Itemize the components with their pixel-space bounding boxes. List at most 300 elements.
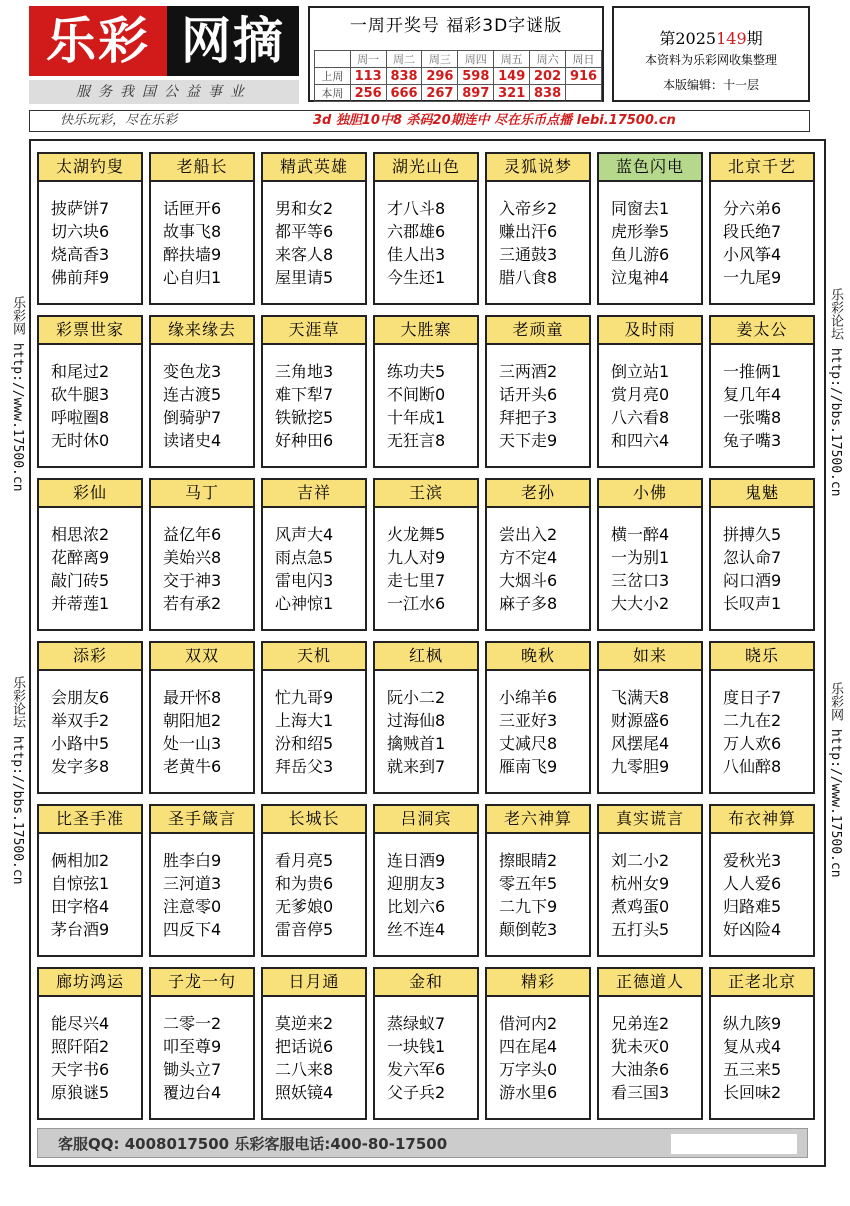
riddle-line: 丝不连4 [387,920,446,939]
draw-number: 838 [386,68,422,85]
riddle-card [709,967,815,1120]
riddle-line: 段氏绝7 [723,222,782,241]
riddle-line: 话开头6 [499,385,558,404]
lottery-results-panel [308,6,604,102]
riddle-line: 倒立站1 [611,362,670,381]
riddle-line: 赚出汗6 [499,222,558,241]
riddle-card [37,804,143,957]
card-riddle-list [375,997,477,1104]
this-week-label: 本周 [315,85,351,102]
riddle-line: 交于神3 [163,571,222,590]
riddle-line: 和尾过2 [51,362,110,381]
card-riddle-list [151,834,253,941]
riddle-line: 游水里6 [499,1083,558,1102]
card-riddle-list [711,671,813,778]
card-riddle-list [487,508,589,615]
riddle-line: 朝阳旭2 [163,711,222,730]
riddle-card [373,804,479,957]
card-title: 长城长 [263,806,365,834]
riddle-line: 呼啦圈8 [51,408,110,427]
riddle-line: 八仙醉8 [723,757,782,776]
card-title: 小佛 [599,480,701,508]
card-title: 灵狐说梦 [487,154,589,182]
draw-number: 149 [494,68,530,85]
side-text-right-bottom: 乐彩网 http://www.17500.cn [828,682,843,878]
riddle-line: 蒸绿蚁7 [387,1014,446,1033]
riddle-line: 三亚好3 [499,711,558,730]
riddle-line: 连古渡5 [163,385,222,404]
lottery-results-table [314,50,602,102]
day-label: 周五 [494,51,530,68]
logo-subtitle: 服务我国公益事业 [29,80,299,104]
riddle-line: 横一醉4 [611,525,670,544]
riddle-line: 无爹娘0 [275,897,334,916]
card-riddle-list [263,345,365,452]
riddle-line: 拜把子3 [499,408,558,427]
riddle-line: 才八斗8 [387,199,446,218]
card-title: 鬼魅 [711,480,813,508]
card-riddle-list [375,508,477,615]
riddle-line: 一江水6 [387,594,446,613]
riddle-card [261,315,367,468]
riddle-line: 自惊弦1 [51,874,110,893]
issue-editor: 本版编辑：十一层 [662,78,759,92]
riddle-card [149,804,255,957]
riddle-card [709,641,815,794]
issue-info-box [612,6,810,102]
riddle-line: 醉扶墙9 [163,245,222,264]
riddle-card [597,967,703,1120]
riddle-card [373,152,479,305]
card-riddle-list [39,671,141,778]
draw-number: 598 [458,68,494,85]
riddle-line: 丈减尺8 [499,734,558,753]
riddle-line: 八六看8 [611,408,670,427]
draw-number: 838 [530,85,566,102]
riddle-card [37,478,143,631]
card-title: 天涯草 [263,317,365,345]
riddle-line: 心自归1 [163,268,222,287]
logo-right-text: 网摘 [167,6,299,76]
riddle-card [709,478,815,631]
riddle-card [373,641,479,794]
riddle-line: 胜李白9 [163,851,222,870]
card-title: 如来 [599,643,701,671]
riddle-line: 原狼谜5 [51,1083,110,1102]
riddle-line: 二九在2 [723,711,782,730]
riddle-line: 煮鸡蛋0 [611,897,670,916]
card-riddle-list [487,345,589,452]
lottery-title: 一周开奖号 福彩3D字谜版 [349,16,563,36]
riddle-card [149,315,255,468]
riddle-line: 一九尾9 [723,268,782,287]
riddle-card [261,152,367,305]
riddle-card [597,152,703,305]
riddle-line: 父子兵2 [387,1083,446,1102]
card-riddle-list [375,345,477,452]
riddle-line: 擦眼睛2 [499,851,558,870]
riddle-line: 一推俩1 [723,362,782,381]
riddle-line: 大油条6 [611,1060,670,1079]
riddle-line: 火龙舞5 [387,525,446,544]
riddle-card [261,804,367,957]
riddle-line: 二九下9 [499,897,558,916]
card-riddle-list [487,997,589,1104]
draw-number: 113 [350,68,386,85]
card-title: 老船长 [151,154,253,182]
riddle-line: 尝出入2 [499,525,558,544]
riddle-card [485,967,591,1120]
riddle-card [597,641,703,794]
riddle-line: 老黄牛6 [163,757,222,776]
riddle-line: 把话说6 [275,1037,334,1056]
card-title: 湖光山色 [375,154,477,182]
riddle-card [373,967,479,1120]
riddle-line: 闷口酒9 [723,571,782,590]
riddle-line: 度日子7 [723,688,782,707]
riddle-line: 故事飞8 [163,222,222,241]
riddle-line: 若有承2 [163,594,222,613]
riddle-line: 飞满天8 [611,688,670,707]
riddle-card [373,315,479,468]
riddle-line: 好凶险4 [723,920,782,939]
card-riddle-list [263,508,365,615]
card-title: 老孙 [487,480,589,508]
card-title: 晚秋 [487,643,589,671]
day-label: 周一 [350,51,386,68]
riddle-line: 连日酒9 [387,851,446,870]
riddle-card [597,315,703,468]
riddle-line: 锄头立7 [163,1060,222,1079]
riddle-line: 拼搏久5 [723,525,782,544]
riddle-line: 敲门砖5 [51,571,110,590]
card-title: 金和 [375,969,477,997]
this-week-row [315,85,602,102]
riddle-line: 风声大4 [275,525,334,544]
riddle-line: 赏月亮0 [611,385,670,404]
riddle-line: 五打头5 [611,920,670,939]
riddle-line: 看三国3 [611,1083,670,1102]
card-riddle-list [487,182,589,289]
riddle-card [597,478,703,631]
riddle-card [37,152,143,305]
riddle-card [37,967,143,1120]
draw-number: 256 [350,85,386,102]
riddle-card [597,804,703,957]
riddle-line: 不间断0 [387,385,446,404]
day-label: 周日 [566,51,602,68]
riddle-line: 心神惊1 [275,594,334,613]
riddle-line: 变色龙3 [163,362,222,381]
draw-number: 267 [422,85,458,102]
riddle-line: 小绵羊6 [499,688,558,707]
slogan-left: 快乐玩彩，尽在乐彩 [60,113,178,128]
draw-number: 897 [458,85,494,102]
card-title: 老六神算 [487,806,589,834]
riddle-line: 花醉离9 [51,548,110,567]
riddle-line: 风摆尾4 [611,734,670,753]
card-riddle-list [711,834,813,941]
riddle-line: 相思浓2 [51,525,110,544]
card-title: 双双 [151,643,253,671]
card-title: 太湖钓叟 [39,154,141,182]
card-riddle-list [151,508,253,615]
day-label: 周四 [458,51,494,68]
card-riddle-list [711,182,813,289]
riddle-line: 就来到7 [387,757,446,776]
card-riddle-list [151,671,253,778]
riddle-line: 兔子嘴3 [723,431,782,450]
riddle-line: 过海仙8 [387,711,446,730]
card-riddle-list [151,182,253,289]
card-riddle-list [263,671,365,778]
riddle-card [149,478,255,631]
riddle-card [485,478,591,631]
riddle-line: 颠倒乾3 [499,920,558,939]
riddle-line: 益亿年6 [163,525,222,544]
issue-note: 本资料为乐彩网收集整理 [644,53,777,67]
draw-number: 666 [386,85,422,102]
card-title: 吉祥 [263,480,365,508]
riddle-line: 切六块6 [51,222,110,241]
card-title: 缘来缘去 [151,317,253,345]
riddle-line: 俩相加2 [51,851,110,870]
riddle-line: 六郡雄6 [387,222,446,241]
card-title: 添彩 [39,643,141,671]
riddle-line: 同窗去1 [611,199,670,218]
days-row [315,51,602,68]
riddle-line: 和四六4 [611,431,670,450]
riddle-line: 三岔口3 [611,571,670,590]
day-label: 周二 [386,51,422,68]
side-text-right-top: 乐彩论坛 http://bbs.17500.cn [828,288,843,497]
riddle-line: 天下走9 [499,431,558,450]
card-riddle-list [599,997,701,1104]
riddle-line: 看月亮5 [275,851,334,870]
side-text-left-bottom: 乐彩论坛 http://bbs.17500.cn [10,676,25,885]
riddle-line: 烧高香3 [51,245,110,264]
card-riddle-list [263,182,365,289]
card-title: 老顽童 [487,317,589,345]
riddle-line: 发字多8 [51,757,110,776]
riddle-line: 三通鼓3 [499,245,558,264]
riddle-card [149,967,255,1120]
card-title: 北京千艺 [711,154,813,182]
logo [29,6,299,102]
card-riddle-list [711,508,813,615]
card-title: 姜太公 [711,317,813,345]
card-riddle-list [151,345,253,452]
riddle-line: 万人欢6 [723,734,782,753]
riddle-line: 四在尾4 [499,1037,558,1056]
riddle-line: 犹未灭0 [611,1037,670,1056]
riddle-line: 泣鬼神4 [611,268,670,287]
riddle-line: 财源盛6 [611,711,670,730]
riddle-line: 并蒂莲1 [51,594,110,613]
riddle-line: 比划六6 [387,897,446,916]
footer-contact: 客服QQ: 4008017500 乐彩客服电话:400-80-17500 [58,1135,448,1153]
riddle-line: 三两酒2 [499,362,558,381]
riddle-card [709,804,815,957]
riddle-line: 鱼儿游6 [611,245,670,264]
day-label: 周六 [530,51,566,68]
card-riddle-list [599,508,701,615]
riddle-line: 复从戎4 [723,1037,782,1056]
riddle-line: 二零一2 [163,1014,222,1033]
card-title: 精彩 [487,969,589,997]
riddle-line: 发六军6 [387,1060,446,1079]
card-riddle-list [39,997,141,1104]
riddle-line: 走七里7 [387,571,446,590]
riddle-line: 好种田6 [275,431,334,450]
riddle-line: 照妖镜4 [275,1083,334,1102]
card-riddle-list [39,508,141,615]
card-title: 大胜寨 [375,317,477,345]
riddle-line: 最开怀8 [163,688,222,707]
issue-suffix: 期 [746,29,763,48]
riddle-line: 万字头0 [499,1060,558,1079]
riddle-line: 佳人出3 [387,245,446,264]
riddle-card [709,152,815,305]
riddle-line: 零五年5 [499,874,558,893]
riddle-line: 大大小2 [611,594,670,613]
issue-number-line [614,26,808,49]
riddle-line: 长叹声1 [723,594,782,613]
card-riddle-list [375,834,477,941]
riddle-line: 茅台酒9 [51,920,110,939]
riddle-line: 倒骑驴7 [163,408,222,427]
footer-bar [37,1128,808,1158]
riddle-line: 杭州女9 [611,874,670,893]
card-riddle-list [599,671,701,778]
riddle-line: 十年成1 [387,408,446,427]
riddle-line: 雁南飞9 [499,757,558,776]
riddle-line: 注意零0 [163,897,222,916]
riddle-line: 腊八食8 [499,268,558,287]
riddle-line: 叩至尊9 [163,1037,222,1056]
riddle-line: 虎形拳5 [611,222,670,241]
card-title: 晓乐 [711,643,813,671]
riddle-line: 借河内2 [499,1014,558,1033]
riddle-line: 无时休0 [51,431,110,450]
riddle-line: 忙九哥9 [275,688,334,707]
issue-prefix: 第2025 [659,29,717,48]
riddle-line: 迎朋友3 [387,874,446,893]
riddle-line: 天字书6 [51,1060,110,1079]
card-riddle-list [263,997,365,1104]
riddle-line: 一为别1 [611,548,670,567]
promo-link[interactable]: 3d 独胆10中8 杀码20期连中 尽在乐币点播 lebi.17500.cn [313,113,676,128]
riddle-line: 雨点急5 [275,548,334,567]
riddle-line: 会朋友6 [51,688,110,707]
draw-number: 916 [566,68,602,85]
draw-number: 296 [422,68,458,85]
riddle-line: 九人对9 [387,548,446,567]
draw-number: 202 [530,68,566,85]
card-riddle-list [39,345,141,452]
card-riddle-list [599,834,701,941]
card-riddle-list [711,345,813,452]
riddle-line: 莫逆来2 [275,1014,334,1033]
card-riddle-list [39,182,141,289]
last-week-label: 上周 [315,68,351,85]
card-title: 王滨 [375,480,477,508]
logo-left-text: 乐彩 [29,6,167,76]
card-title: 彩票世家 [39,317,141,345]
riddle-line: 佛前拜9 [51,268,110,287]
riddle-line: 兄弟连2 [611,1014,670,1033]
riddle-line: 三角地3 [275,362,334,381]
riddle-line: 砍牛腿3 [51,385,110,404]
riddle-line: 长回味2 [723,1083,782,1102]
riddle-line: 举双手2 [51,711,110,730]
riddle-card [709,315,815,468]
issue-number: 149 [716,29,747,48]
riddle-line: 方不定4 [499,548,558,567]
riddle-line: 归路难5 [723,897,782,916]
riddle-line: 一张嘴8 [723,408,782,427]
riddle-line: 披萨饼7 [51,199,110,218]
card-title: 彩仙 [39,480,141,508]
card-riddle-list [711,997,813,1104]
card-riddle-list [487,671,589,778]
draw-number: 321 [494,85,530,102]
riddle-card [485,315,591,468]
riddle-line: 处一山3 [163,734,222,753]
riddle-line: 一块钱1 [387,1037,446,1056]
card-riddle-list [599,345,701,452]
riddle-line: 忽认命7 [723,548,782,567]
card-title: 蓝色闪电 [599,154,701,182]
riddle-line: 复几年4 [723,385,782,404]
card-title: 天机 [263,643,365,671]
riddle-line: 读诸史4 [163,431,222,450]
riddle-card [37,315,143,468]
riddle-line: 阮小二2 [387,688,446,707]
riddle-line: 分六弟6 [723,199,782,218]
riddle-line: 三河道3 [163,874,222,893]
riddle-line: 刘二小2 [611,851,670,870]
card-title: 正德道人 [599,969,701,997]
riddle-card [485,804,591,957]
footer-blank-box [671,1134,797,1154]
slogan-bar [29,110,810,132]
riddle-line: 小路中5 [51,734,110,753]
riddle-line: 美始兴8 [163,548,222,567]
riddle-line: 铁锨挖5 [275,408,334,427]
riddle-card [149,641,255,794]
riddle-card [261,641,367,794]
card-title: 精武英雄 [263,154,365,182]
riddle-line: 五三来5 [723,1060,782,1079]
card-title: 廊坊鸿运 [39,969,141,997]
riddle-card [37,641,143,794]
riddle-line: 二八来8 [275,1060,334,1079]
card-riddle-list [487,834,589,941]
riddle-line: 雷音停5 [275,920,334,939]
riddle-line: 拜岳父3 [275,757,334,776]
riddle-line: 照阡陌2 [51,1037,110,1056]
riddle-card [485,641,591,794]
card-title: 真实谎言 [599,806,701,834]
riddle-card [261,478,367,631]
card-title: 圣手箴言 [151,806,253,834]
card-riddle-list [151,997,253,1104]
card-title: 比圣手准 [39,806,141,834]
riddle-line: 今生还1 [387,268,446,287]
riddle-line: 上海大1 [275,711,334,730]
riddle-line: 覆边台4 [163,1083,222,1102]
